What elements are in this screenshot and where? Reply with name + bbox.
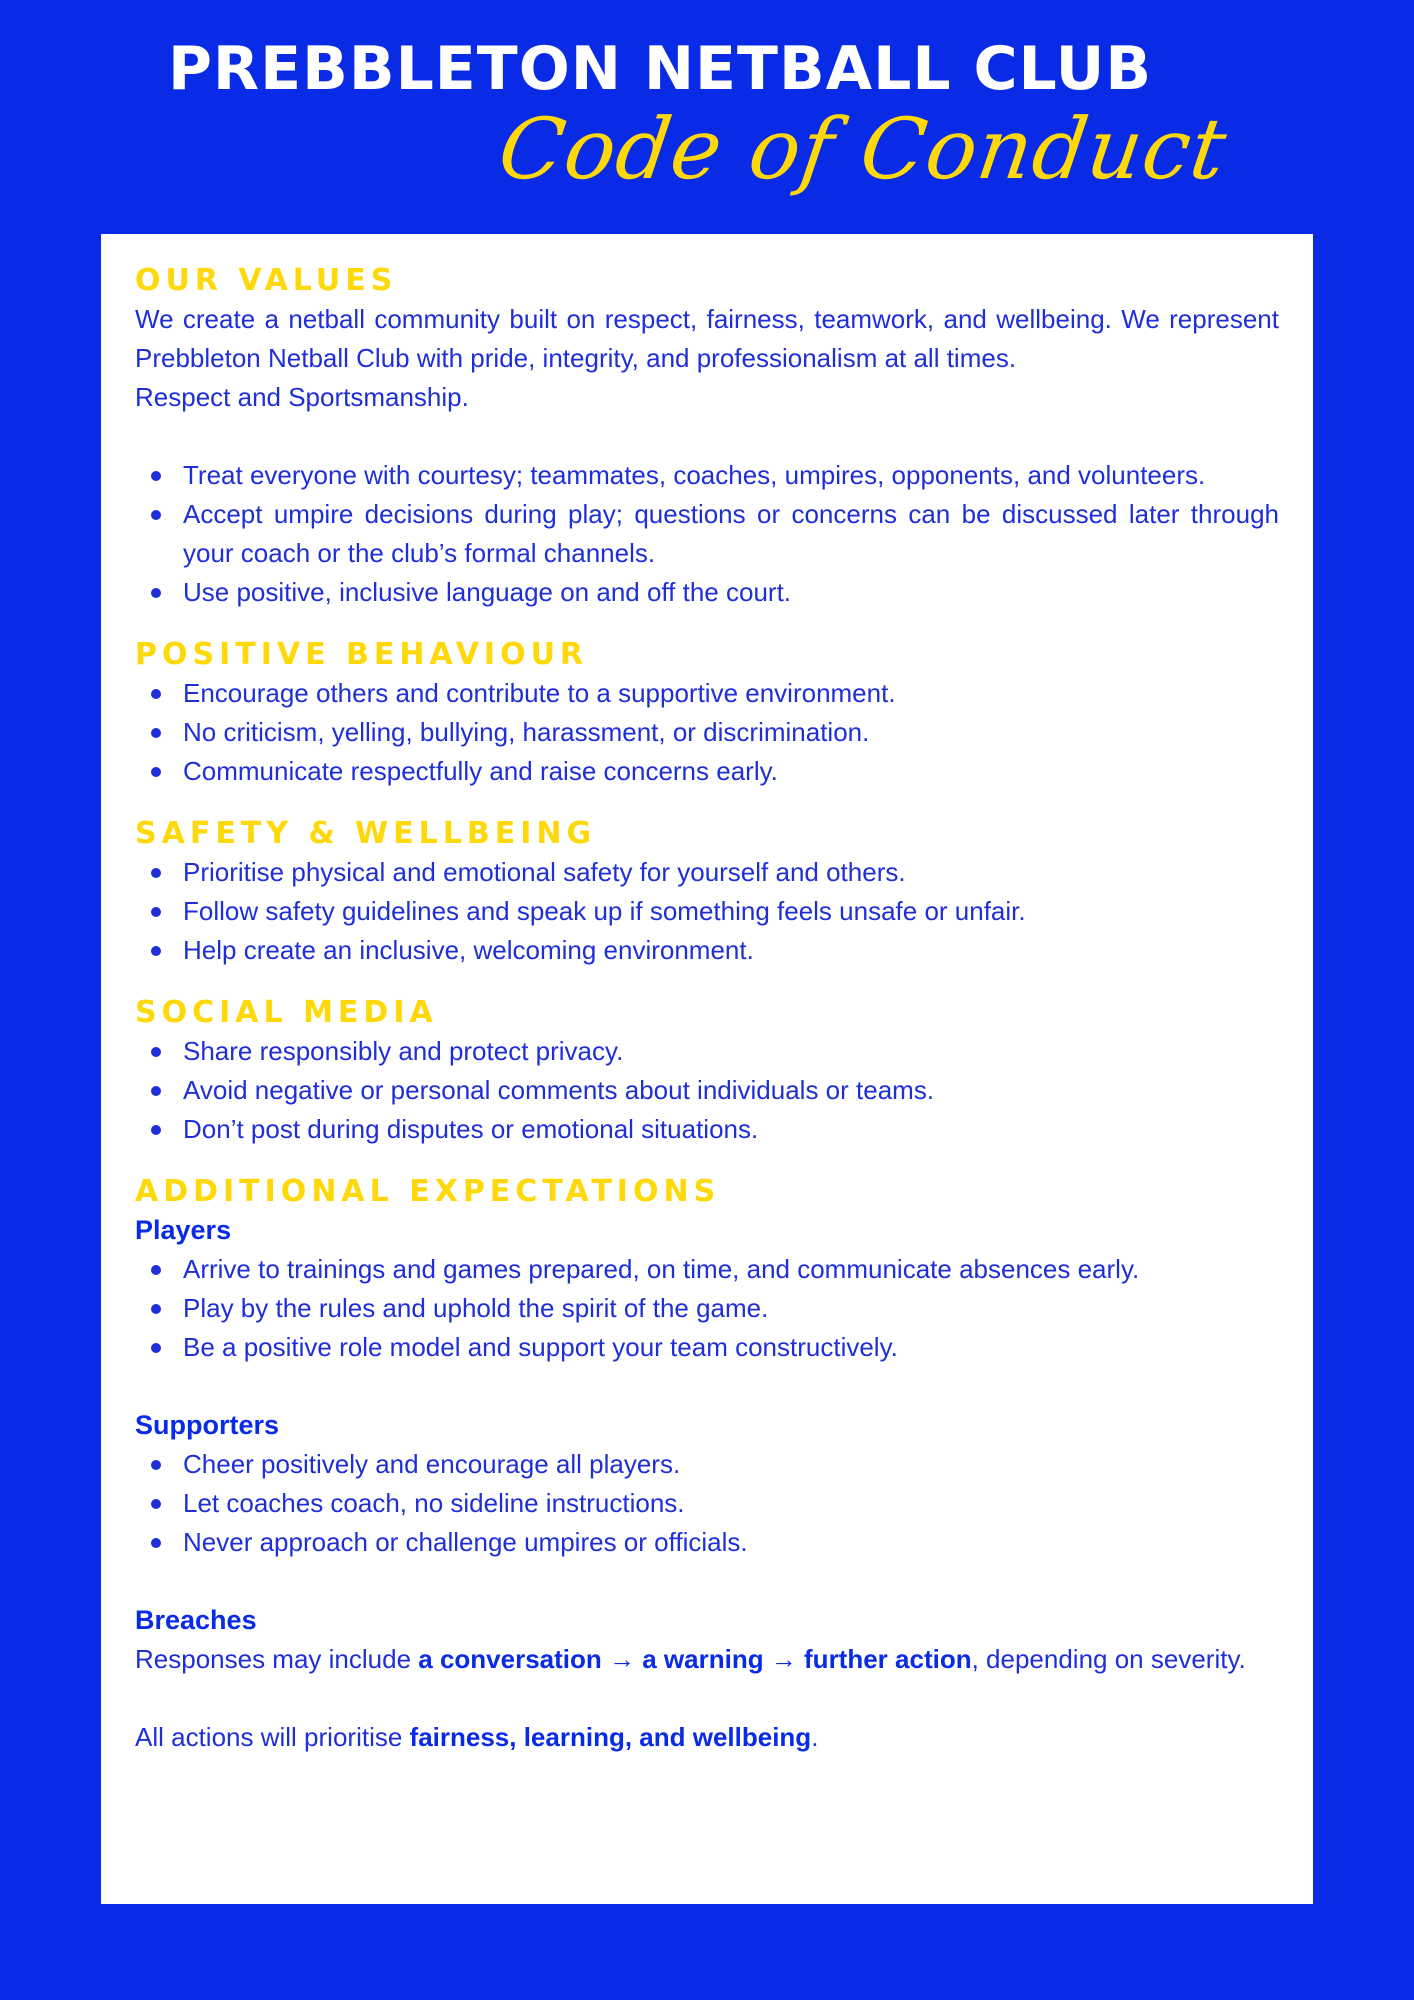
breaches-subheading: Breaches <box>135 1605 257 1635</box>
safety-list <box>135 853 1279 970</box>
page-title: PREBBLETON NETBALL CLUB <box>167 34 1153 104</box>
list-item: Prioritise physical and emotional safety for yourself and others. <box>183 853 1279 892</box>
list-item: Share responsibly and protect privacy. <box>183 1032 1279 1071</box>
supporters-list <box>135 1445 1279 1562</box>
values-intro: We create a netball community built on respect, fairness, teamwork, and wellbeing. We represent Prebbleton Netball Club with pride, integrity, and professionalism at all times. <box>135 304 1279 373</box>
section-heading-social: SOCIAL MEDIA <box>135 995 438 1030</box>
behaviour-list <box>135 674 1279 791</box>
closing-text-after: . <box>811 1722 819 1752</box>
list-item: Arrive to trainings and games prepared, on time, and communicate absences early. <box>183 1250 1279 1289</box>
list-item: Don’t post during disputes or emotional situations. <box>183 1110 1279 1149</box>
list-item: Encourage others and contribute to a supportive environment. <box>183 674 1279 713</box>
list-item: Follow safety guidelines and speak up if something feels unsafe or unfair. <box>183 892 1279 931</box>
list-item: Use positive, inclusive language on and off the court. <box>183 573 1279 612</box>
values-list <box>135 456 1279 612</box>
page-subtitle: Code of Conduct <box>493 100 1233 198</box>
list-item: Avoid negative or personal comments about individuals or teams. <box>183 1071 1279 1110</box>
list-item: Treat everyone with courtesy; teammates, coaches, umpires, opponents, and volunteers. <box>183 456 1279 495</box>
closing-text-before: All actions will prioritise <box>135 1722 410 1752</box>
section-heading-behaviour: POSITIVE BEHAVIOUR <box>135 637 589 672</box>
section-heading-safety: SAFETY & WELLBEING <box>135 816 597 851</box>
list-item: Accept umpire decisions during play; questions or concerns can be discussed later through your coach or the club’s formal channels. <box>183 495 1279 573</box>
breaches-text <box>135 1640 1279 1679</box>
social-list <box>135 1032 1279 1149</box>
list-item: Never approach or challenge umpires or officials. <box>183 1523 1279 1562</box>
breaches-text-before: Responses may include <box>135 1644 419 1674</box>
list-item: Help create an inclusive, welcoming environment. <box>183 931 1279 970</box>
section-heading-values: OUR VALUES <box>135 263 398 298</box>
list-item: Communicate respectfully and raise concerns early. <box>183 752 1279 791</box>
players-list <box>135 1250 1279 1367</box>
list-item: Let coaches coach, no sideline instructions. <box>183 1484 1279 1523</box>
list-item: Cheer positively and encourage all players. <box>183 1445 1279 1484</box>
list-item: Be a positive role model and support your team constructively. <box>183 1328 1279 1367</box>
section-heading-additional: ADDITIONAL EXPECTATIONS <box>135 1174 721 1209</box>
content-card <box>101 234 1313 1904</box>
closing-text-bold: fairness, learning, and wellbeing <box>409 1722 812 1752</box>
list-item: No criticism, yelling, bullying, harassment, or discrimination. <box>183 713 1279 752</box>
breaches-text-bold: a conversation → a warning → further action <box>418 1644 972 1674</box>
breaches-text-after: , depending on severity. <box>971 1644 1246 1674</box>
list-item: Play by the rules and uphold the spirit of the game. <box>183 1289 1279 1328</box>
closing-text <box>135 1718 1279 1757</box>
values-subline: Respect and Sportsmanship. <box>135 382 469 412</box>
supporters-subheading: Supporters <box>135 1410 280 1440</box>
players-subheading: Players <box>135 1215 232 1245</box>
